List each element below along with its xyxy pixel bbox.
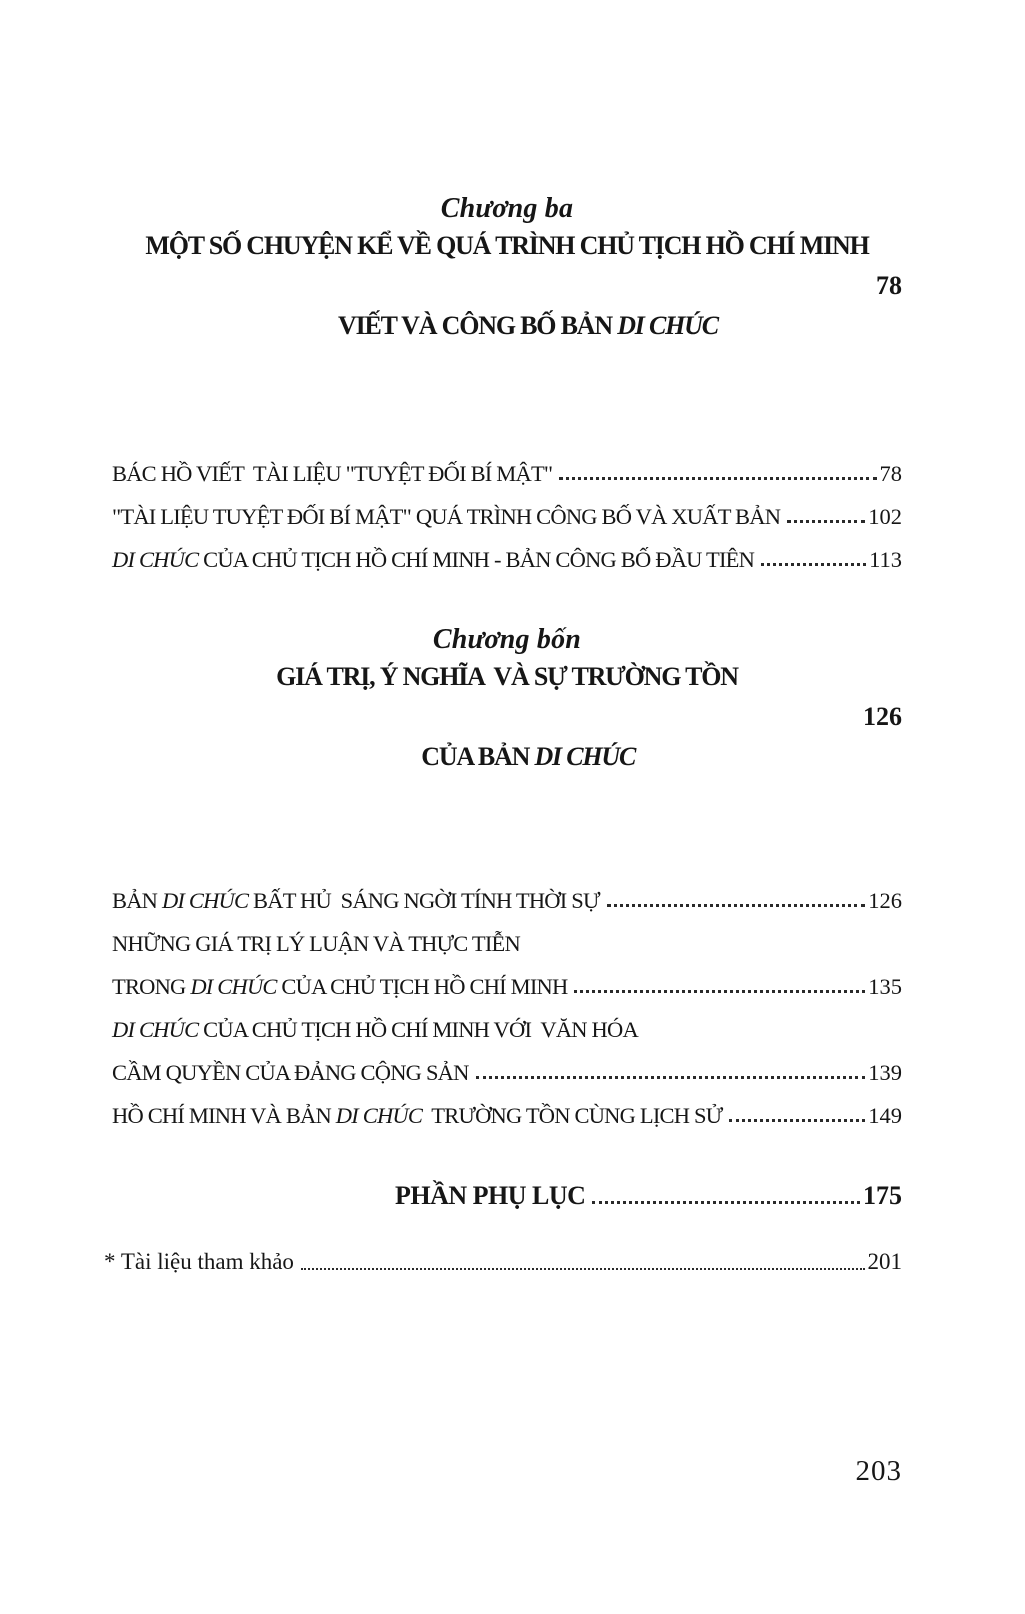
toc-entry-page-number: 149 bbox=[868, 1103, 902, 1128]
chapter-three-title-line1: MỘT SỐ CHUYỆN KỂ VỀ QUÁ TRÌNH CHỦ TỊCH HỒ CHÍ MINH bbox=[145, 231, 869, 260]
toc-entry bbox=[112, 871, 902, 914]
chapter-four-block bbox=[112, 623, 902, 1129]
toc-entry-continuation bbox=[112, 914, 902, 957]
dotted-leader bbox=[301, 1268, 865, 1270]
toc-entry-text: CỦA CHỦ TỊCH HỒ CHÍ MINH bbox=[276, 974, 568, 999]
toc-entry-page-number: 78 bbox=[879, 461, 902, 486]
dotted-leader bbox=[476, 1076, 866, 1079]
toc-entry-text: CẦM QUYỀN CỦA ĐẢNG CỘNG SẢN bbox=[112, 1060, 469, 1085]
references-label: * Tài liệu tham khảo bbox=[104, 1249, 294, 1274]
toc-entry-label bbox=[112, 1017, 638, 1043]
toc-entry-em-text: DI CHÚC bbox=[112, 547, 199, 572]
table-of-contents bbox=[104, 0, 902, 1275]
toc-entry-em-text: DI CHÚC bbox=[335, 1103, 423, 1128]
toc-entry-label bbox=[112, 1103, 722, 1129]
toc-entry-em-text: DI CHÚC bbox=[161, 888, 249, 913]
chapter-three-title-line2 bbox=[112, 266, 902, 426]
chapter-four-title-line2-text: CỦA BẢN bbox=[421, 742, 535, 771]
toc-entry-text: TRƯỜNG TỒN CÙNG LỊCH SỬ bbox=[422, 1103, 723, 1128]
chapter-three-title-line2-text: VIẾT VÀ CÔNG BỐ BẢN bbox=[338, 311, 618, 340]
dotted-leader bbox=[607, 904, 866, 907]
toc-entry bbox=[112, 444, 902, 487]
toc-entry-text: BÁC HỒ VIẾT TÀI LIỆU "TUYỆT ĐỐI BÍ MẬT" bbox=[112, 461, 553, 486]
toc-entry-label bbox=[112, 931, 520, 957]
toc-entry-text: TRONG bbox=[112, 974, 191, 999]
toc-entry-label bbox=[112, 504, 780, 530]
chapter-three-label: Chương ba bbox=[440, 193, 574, 224]
toc-entry-em-text: DI CHÚC bbox=[112, 1017, 199, 1042]
dotted-leader bbox=[574, 990, 865, 993]
toc-entry-page-number: 113 bbox=[869, 547, 902, 572]
dotted-leader bbox=[761, 563, 866, 566]
chapter-three-title-line2-em: DI CHÚC bbox=[617, 311, 718, 340]
toc-entry-text: BẢN bbox=[112, 888, 162, 913]
toc-entry-label bbox=[112, 888, 600, 914]
chapter-three-page-number: 78 bbox=[876, 271, 902, 300]
toc-entry-text: CỦA CHỦ TỊCH HỒ CHÍ MINH VỚI VĂN HÓA bbox=[198, 1017, 638, 1042]
chapter-three-block bbox=[112, 0, 902, 573]
chapter-four-entries bbox=[112, 871, 902, 1129]
toc-entry-text: NHỮNG GIÁ TRỊ LÝ LUẬN VÀ THỰC TIỄN bbox=[112, 931, 520, 956]
toc-entry-page-number: 135 bbox=[868, 974, 902, 999]
dotted-leader bbox=[592, 1201, 860, 1204]
chapter-four-title-line2-em: DI CHÚC bbox=[534, 742, 636, 771]
toc-entry-text: HỒ CHÍ MINH VÀ BẢN bbox=[112, 1103, 336, 1128]
chapter-four-title-line1: GIÁ TRỊ, Ý NGHĨA VÀ SỰ TRƯỜNG TỒN bbox=[276, 662, 738, 691]
toc-entry-label bbox=[112, 461, 552, 487]
toc-entry bbox=[112, 957, 902, 1000]
toc-entry-continuation bbox=[112, 1000, 902, 1043]
toc-entry-text: CỦA CHỦ TỊCH HỒ CHÍ MINH - BẢN CÔNG BỐ ĐẦU TIÊN bbox=[198, 547, 755, 572]
chapter-four-page-number: 126 bbox=[863, 702, 902, 731]
chapter-four-title-line2 bbox=[112, 697, 902, 857]
toc-entry-label bbox=[112, 974, 567, 1000]
toc-entry bbox=[112, 487, 902, 530]
dotted-leader bbox=[787, 520, 865, 523]
chapter-three-entries bbox=[112, 444, 902, 573]
appendix-label: PHẦN PHỤ LỤC bbox=[395, 1181, 586, 1210]
toc-entry-text: BẤT HỦ SÁNG NGỜI TÍNH THỜI SỰ bbox=[248, 888, 600, 913]
toc-entry-em-text: DI CHÚC bbox=[190, 974, 277, 999]
references-entry bbox=[104, 1241, 902, 1275]
toc-entry bbox=[112, 1043, 902, 1086]
toc-entry bbox=[112, 1086, 902, 1129]
appendix-entry bbox=[112, 1169, 902, 1211]
toc-entry bbox=[112, 530, 902, 573]
appendix-page-number: 175 bbox=[863, 1181, 902, 1210]
toc-entry-label bbox=[112, 1060, 469, 1086]
toc-entry-page-number: 139 bbox=[868, 1060, 902, 1085]
toc-entry-text: "TÀI LIỆU TUYỆT ĐỐI BÍ MẬT" QUÁ TRÌNH CÔNG BỐ VÀ XUẤT BẢN bbox=[112, 504, 781, 529]
page-number-folio: 203 bbox=[855, 1455, 902, 1487]
toc-entry-page-number: 126 bbox=[868, 888, 902, 913]
toc-entry-page-number: 102 bbox=[868, 504, 902, 529]
dotted-leader bbox=[559, 477, 876, 480]
chapter-four-label: Chương bốn bbox=[432, 624, 582, 655]
references-page-number: 201 bbox=[867, 1249, 902, 1274]
toc-entry-label bbox=[112, 547, 754, 573]
dotted-leader bbox=[729, 1119, 865, 1122]
